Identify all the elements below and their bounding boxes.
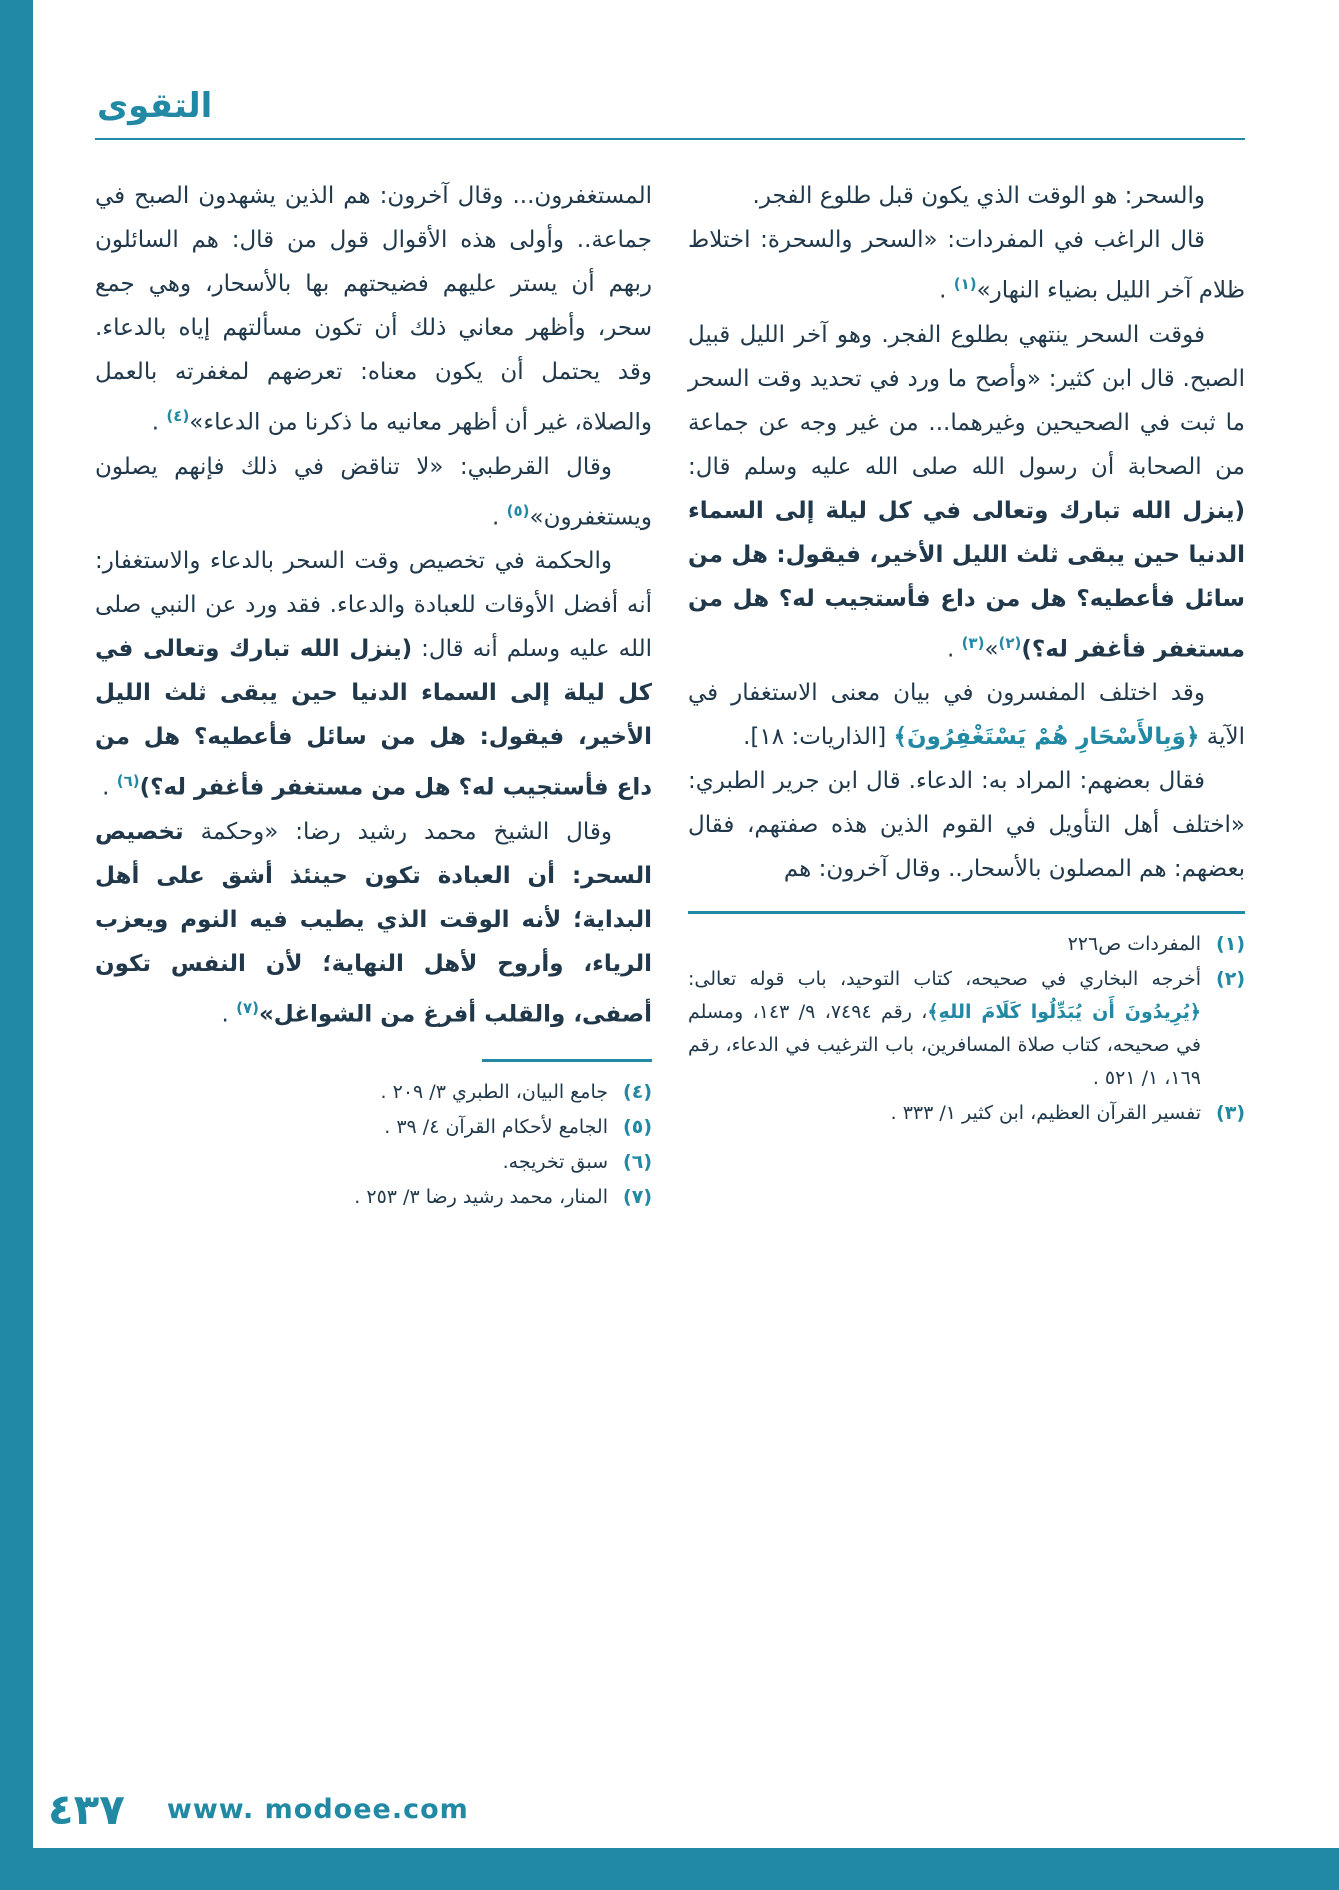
quran-verse: ﴿وَبِالأَسْحَارِ هُمْ يَسْتَغْفِرُونَ﴾ [893,724,1200,751]
page-number: ٤٣٧ [48,1785,125,1834]
text-run: وقد اختلف المفسرون في بيان معنى الاستغفار في الآية [688,680,1245,751]
text-run: ، رقم ٧٤٩٤، ٩/ ١٤٣، ومسلم في صحيحه، كتاب صلاة المسافرين، باب الترغيب في الدعاء، رقم ١٦٩، ١/ ٥٢١ . [688,1001,1201,1090]
footnote-number: (٥) [623,1115,652,1138]
footnote [688,1097,1245,1130]
text-run: » [984,636,999,663]
text-run: والحكمة في تخصيص وقت السحر بالدعاء والاستغفار: أنه أفضل الأوقات للعبادة والدعاء. فقد ورد عن النبي صلى الله عليه وسلم أنه قال: [95,548,652,663]
footnote-divider-left [482,1059,652,1062]
text-run: فوقت السحر ينتهي بطلوع الفجر. وهو آخر الليل قبيل الصبح. قال ابن كثير: «وأصح ما ورد في تحديد وقت السحر ما ثبت في الصحيحين وغيرهما... من غير وجه عن جماعة من الصحابة أن رسول الله صلى الله عليه وسلم قال: [688,321,1245,480]
text-run: أخرجه البخاري في صحيحه، كتاب التوحيد، باب قوله تعالى: [688,968,1201,991]
text-run: المفردات ص٢٢٦ [1067,933,1201,956]
paragraph [688,174,1245,218]
page-content [95,86,1245,1216]
text-run: . [151,409,167,436]
footnote-number: (١) [1216,933,1245,956]
text-run: وقال الشيخ محمد رشيد رضا: «وحكمة [183,818,612,845]
paragraph [95,539,652,810]
text-run: والسحر: هو الوقت الذي يكون قبل طلوع الفجر. [752,183,1205,209]
page-header [95,86,1245,140]
footnote-number: (٦) [623,1150,652,1173]
footnote-marker: (٤) [166,407,190,425]
footnote-marker: (١) [953,275,977,293]
text-run: . [946,636,962,663]
footnote-text [688,963,1201,1095]
footnote-text [95,1076,608,1109]
left-column-paragraphs [95,174,652,1037]
text-run: المنار، محمد رشيد رضا ٣/ ٢٥٣ . [354,1185,608,1208]
footnote-marker: (٦) [116,772,140,791]
text-run: الجامع لأحكام القرآن ٤/ ٣٩ . [384,1115,608,1138]
paragraph [688,313,1245,672]
footnote-marker: (٥) [506,501,530,520]
text-columns [95,174,1245,1216]
text-run: جامع البيان، الطبري ٣/ ٢٠٩ . [380,1080,608,1103]
footnotes-left [95,1076,652,1214]
paragraph [95,810,652,1037]
paragraph [688,218,1245,313]
footnote [95,1076,652,1109]
text-run: فقال بعضهم: المراد به: الدعاء. قال ابن جرير الطبري: «اختلف أهل التأويل في القوم الذين هذه صفتهم، فقال بعضهم: هم المصلون بالأسحار.. وقال آخرون: هم [688,768,1245,883]
footnote-marker: (٢) [998,633,1022,652]
text-run: تفسير القرآن العظيم، ابن كثير ١/ ٣٣٣ . [890,1102,1201,1125]
footnote-text [688,928,1201,961]
footnote-number: (٣) [1216,1102,1245,1125]
bold-text-run: (ينزل الله تبارك وتعالى في كل ليلة إلى السماء الدنيا حين يبقى ثلث الليل الأخير، فيقول: هل من سائل فأعطيه؟ هل من داع فأستجيب له؟ هل من مستغفر فأغفر له؟) [688,497,1245,663]
text-run: سبق تخريجه. [502,1150,608,1173]
text-run: . [102,774,117,801]
footnote [688,928,1245,961]
footnote-number: (٤) [623,1080,652,1103]
footnote [688,963,1245,1095]
chapter-title: التقوى [97,86,213,126]
text-run: المستغفرون... وقال آخرون: هم الذين يشهدون الصبح في جماعة.. وأولى هذه الأقوال قول من قال: هم السائلون ربهم أن يستر عليهم فضيحتهم بها بالأسحار، وهي جمع سحر، وأظهر معاني ذلك أن تكون مسألتهم إياه بالدعاء. وقد يحتمل أن يكون معناه: تعرضهم لمغفرته بالعمل والصلاة، غير أن أظهر معانيه ما ذكرنا من الدعاء» [95,183,652,436]
text-run: . [221,1001,237,1028]
left-accent-bar [0,0,33,1890]
footnote-divider-right [688,911,1245,914]
quran-verse: ﴿يُرِيدُونَ أَن يُبَدِّلُوا كَلَامَ اللهِ﴾ [927,1001,1201,1024]
text-run: قال الراغب في المفردات: «السحر والسحرة: اختلاط ظلام آخر الليل بضياء النهار» [688,227,1245,304]
bold-text-run: تخصيص السحر: أن العبادة تكون حينئذ أشق على أهل البداية؛ لأنه الوقت الذي يطيب فيه النوم ويعزب الرياء، وأروح لأهل النهاية؛ لأن النفس تكون أصفى، والقلب أفرغ من الشواغل» [95,818,652,1028]
footnote-text [95,1181,608,1214]
footnote-text [95,1146,608,1179]
footnote [95,1146,652,1179]
bottom-accent-bar [0,1848,1339,1890]
right-column [688,174,1245,1216]
text-run: [الذاريات: ١٨]. [743,724,894,751]
footnote [95,1181,652,1214]
footnote-marker: (٣) [961,633,985,652]
paragraph [95,445,652,540]
footnote-number: (٧) [623,1185,652,1208]
footnote-text [95,1111,608,1144]
paragraph [95,174,652,445]
website-text: www. modoee.com [166,1794,469,1825]
page-footer [48,1785,469,1834]
text-run: . [492,504,507,531]
footnote-text [688,1097,1201,1130]
text-run: وقال القرطبي: «لا تناقض في ذلك فإنهم يصلون ويستغفرون» [95,453,652,531]
paragraph [688,759,1245,891]
text-run: . [939,277,954,304]
footnote-number: (٢) [1216,968,1245,991]
footnote [95,1111,652,1144]
paragraph [688,671,1245,759]
bold-text-run: (ينزل الله تبارك وتعالى في كل ليلة إلى السماء الدنيا حين يبقى ثلث الليل الأخير، فيقول: هل من سائل فأعطيه؟ هل من داع فأستجيب له؟ هل من مستغفر فأغفر له؟) [95,636,652,801]
footnotes-right [688,928,1245,1130]
footnote-marker: (٧) [236,998,259,1017]
right-column-paragraphs [688,174,1245,891]
left-column [95,174,652,1216]
